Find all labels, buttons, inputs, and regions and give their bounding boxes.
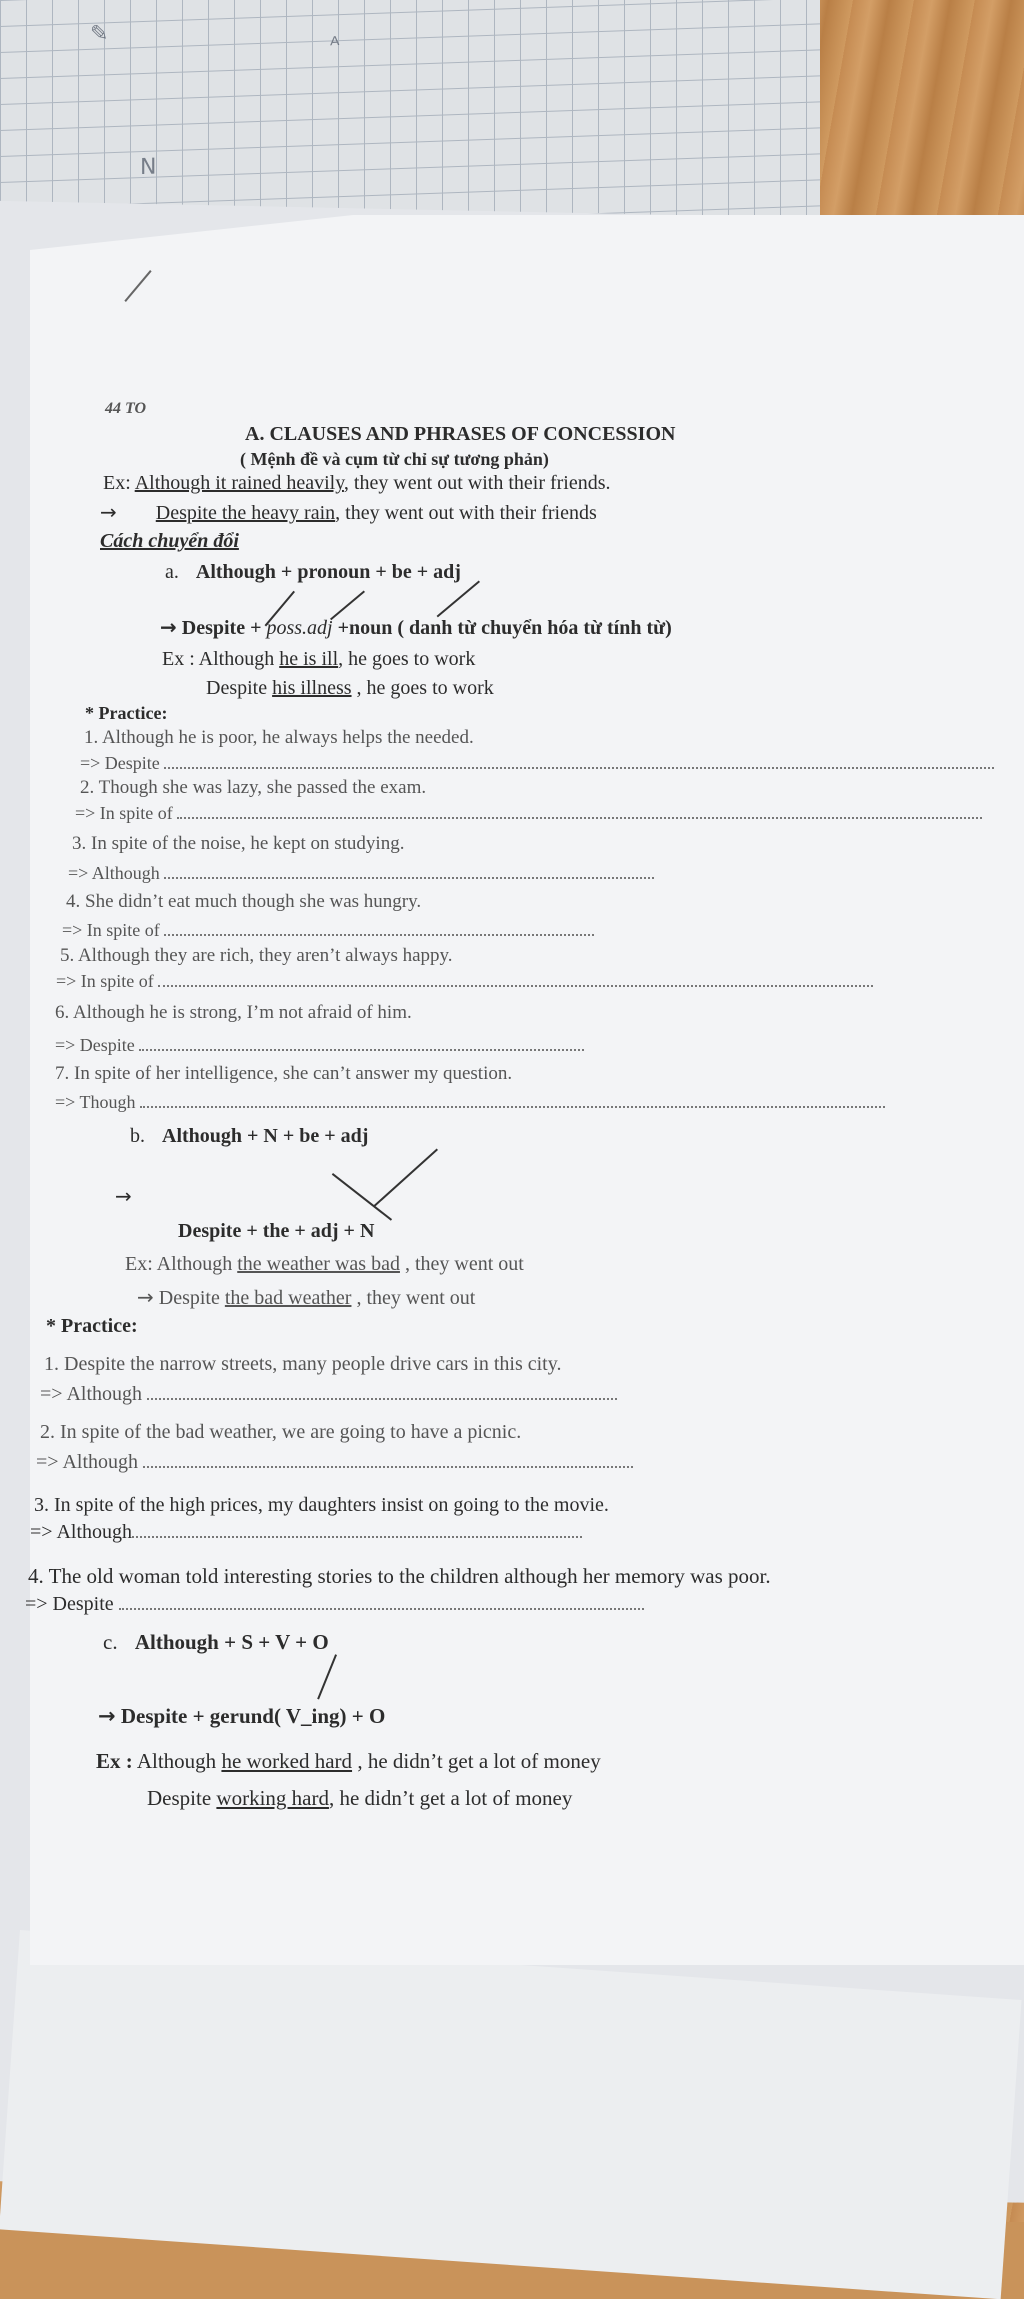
practice-a-answer-1: => Despite — [80, 752, 994, 774]
section-c-rule: c. Although + S + V + O — [103, 1630, 329, 1654]
practice-a-answer-3: => Although — [68, 862, 654, 884]
arrow-icon: → — [137, 1285, 154, 1309]
section-b-result: Despite + the + adj + N — [178, 1220, 375, 1242]
practice-b-question-1: 1. Despite the narrow streets, many people drive cars in this city. — [44, 1353, 562, 1375]
section-b-rule: b. Although + N + be + adj — [130, 1125, 369, 1147]
practice-a-question-2: 2. Though she was lazy, she passed the exam. — [80, 777, 427, 798]
arrow-icon: → — [100, 500, 117, 524]
section-c-result: → Despite + gerund( V_ing) + O — [98, 1704, 386, 1728]
handwriting-scribble: ᴬ — [330, 33, 340, 59]
section-b-example-1: Ex: Although the weather was bad , they went out — [125, 1253, 524, 1275]
practice-b-question-4: 4. The old woman told interesting stories to the children although her memory was poor. — [28, 1564, 771, 1588]
practice-heading-b: * Practice: — [46, 1315, 138, 1337]
practice-b-answer-3: => Although — [30, 1521, 582, 1543]
pointer-line — [437, 581, 480, 618]
practice-a-answer-7: => Though — [55, 1091, 885, 1113]
section-a-example-2: Despite his illness , he goes to work — [206, 677, 494, 699]
section-c-example-2: Despite working hard, he didn’t get a lot of money — [147, 1786, 573, 1810]
practice-a-answer-2: => In spite of — [75, 802, 982, 824]
practice-a-answer-5: => In spite of — [56, 970, 873, 992]
practice-b-question-2: 2. In spite of the bad weather, we are going to have a picnic. — [40, 1421, 522, 1443]
practice-b-answer-1: => Although — [40, 1383, 617, 1405]
practice-a-question-7: 7. In spite of her intelligence, she can’t answer my question. — [55, 1063, 513, 1084]
arrow-icon: → — [115, 1184, 132, 1208]
page-title: A. CLAUSES AND PHRASES OF CONCESSION — [245, 423, 676, 445]
pointer-line — [318, 1654, 337, 1699]
page-subtitle: ( Mệnh đề và cụm từ chỉ sự tương phản) — [240, 449, 549, 469]
practice-a-answer-4: => In spite of — [62, 919, 594, 941]
answer-blank[interactable] — [164, 920, 594, 936]
practice-a-question-5: 5. Although they are rich, they aren’t always happy. — [60, 945, 453, 966]
answer-blank[interactable] — [177, 803, 982, 819]
practice-a-question-1: 1. Although he is poor, he always helps the needed. — [84, 727, 474, 748]
answer-blank[interactable] — [147, 1384, 617, 1400]
intro-example: Ex: Although it rained heavily, they went out with their friends. — [103, 472, 611, 494]
answer-blank[interactable] — [158, 971, 873, 987]
handwriting-scribble: ✎ — [90, 21, 109, 47]
arrow-icon: → — [98, 1704, 116, 1728]
section-a-result: → Despite + poss.adj +noun ( danh từ chuyển hóa từ tính từ) — [160, 615, 672, 639]
practice-b-answer-2: => Although — [36, 1451, 633, 1473]
intro-example-converted: → Despite the heavy rain, they went out with their friends — [100, 500, 597, 524]
practice-a-answer-6: => Despite — [55, 1034, 584, 1056]
practice-a-question-3: 3. In spite of the noise, he kept on studying. — [72, 833, 405, 854]
section-c-example-1: Ex : Although he worked hard , he didn’t get a lot of money — [96, 1749, 601, 1773]
section-b-example-2: → Despite the bad weather , they went out — [137, 1285, 476, 1309]
answer-blank[interactable] — [139, 1035, 584, 1051]
handwriting-scribble: N — [140, 154, 157, 181]
practice-a-question-6: 6. Although he is strong, I’m not afraid of him. — [55, 1002, 412, 1023]
section-a-example-1: Ex : Although he is ill, he goes to work — [162, 648, 476, 670]
practice-a-question-4: 4. She didn’t eat much though she was hungry. — [66, 891, 422, 912]
answer-blank[interactable] — [164, 753, 994, 769]
practice-b-question-3: 3. In spite of the high prices, my daughters insist on going to the movie. — [34, 1494, 609, 1516]
arrow-icon: → — [160, 615, 177, 639]
answer-blank[interactable] — [164, 863, 654, 879]
practice-heading-a: * Practice: — [85, 703, 168, 723]
page-label: 44 TO — [105, 400, 147, 417]
pointer-line — [374, 1149, 438, 1207]
practice-b-answer-4: => Despite — [25, 1593, 644, 1615]
conversion-heading: Cách chuyển đổi — [100, 530, 239, 552]
answer-blank[interactable] — [119, 1594, 644, 1610]
answer-blank[interactable] — [143, 1452, 633, 1468]
answer-blank[interactable] — [132, 1522, 582, 1538]
answer-blank[interactable] — [140, 1092, 885, 1108]
section-a-rule: a. Although + pronoun + be + adj — [165, 561, 461, 583]
